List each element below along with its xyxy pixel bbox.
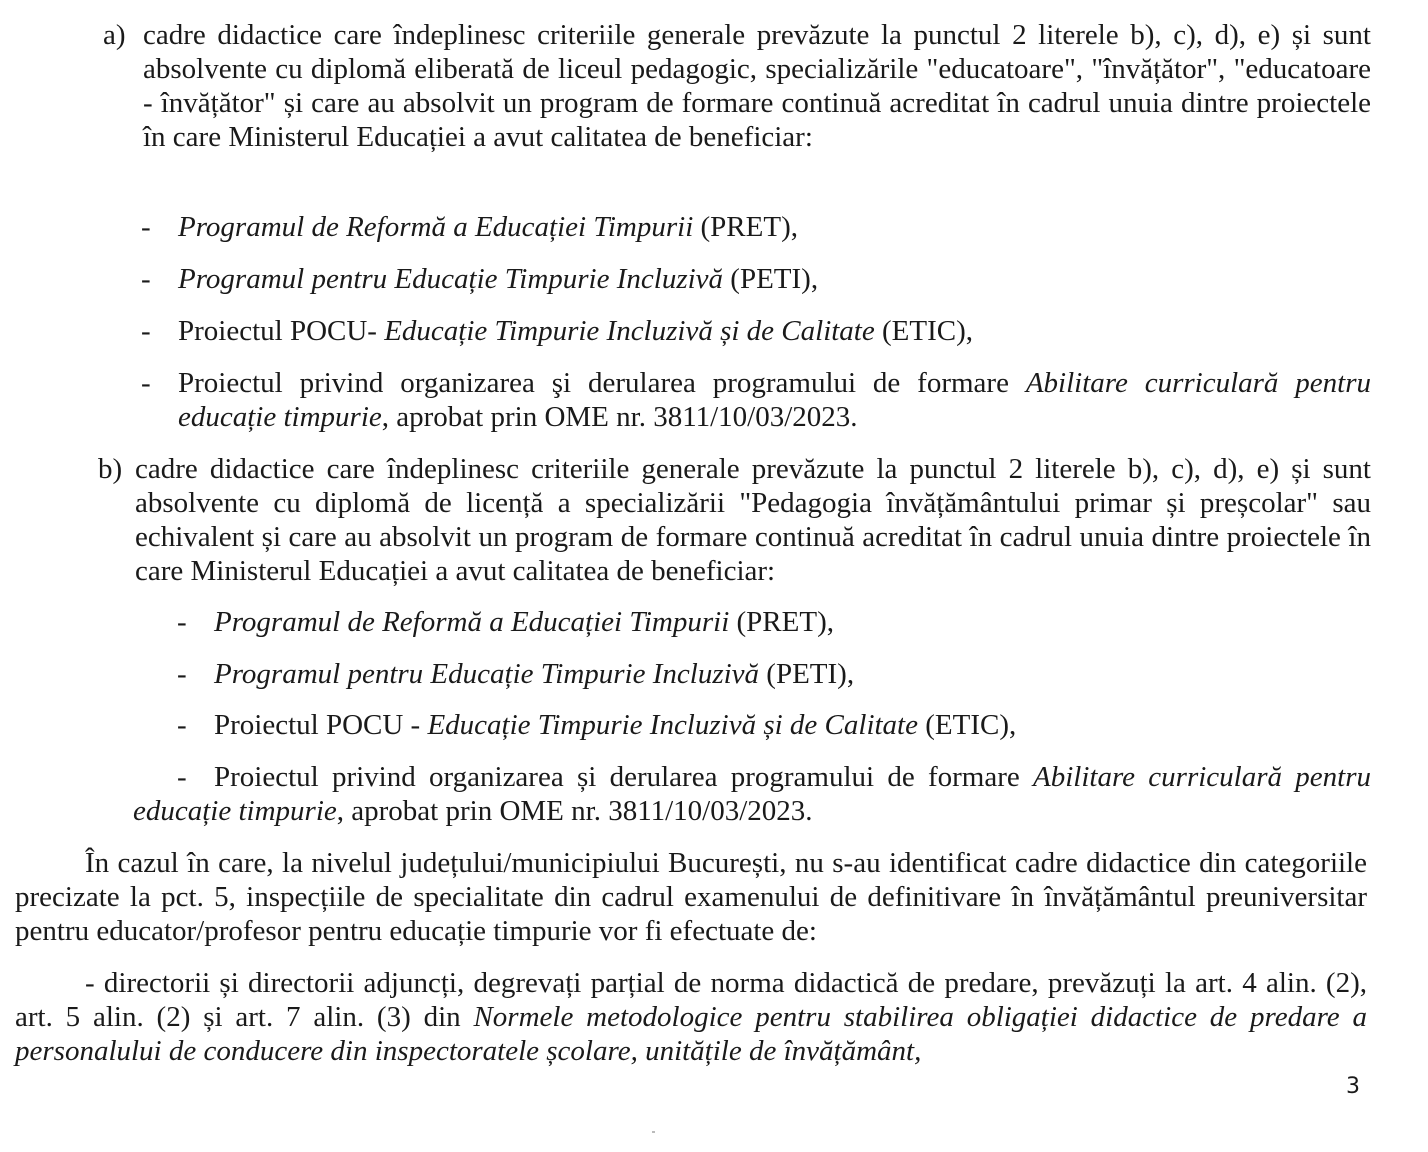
item-title: Programul pentru Educație Timpurie Incluzivă — [178, 263, 724, 295]
scan-speck — [652, 1131, 655, 1133]
bullet-marker: - — [177, 761, 187, 793]
bullet-marker: - — [177, 709, 187, 741]
directors-normative-act: Normele metodologice pentru stabilirea obligației didactice de predare a personalului de conducere din inspectoratele școlare, unitățile de învățământ, — [15, 1001, 1367, 1067]
item-suffix: (ETIC), — [874, 315, 973, 347]
item-suffix: , aprobat prin OME nr. 3811/10/03/2023. — [381, 401, 858, 433]
item-title: Educație Timpurie Incluzivă și de Calitate — [427, 709, 918, 741]
item-prefix: Proiectul POCU- — [178, 315, 385, 347]
item-suffix: (PRET), — [693, 211, 798, 243]
section-b-item-4 — [133, 760, 1371, 828]
section-a-text: cadre didactice care îndeplinesc criteriile generale prevăzute la punctul 2 literele b), c), d), e) și sunt absolvente cu diplomă eliberată de liceul pedagogic, specializările "educatoare", "învățător", "educatoare - învățător" și care au absolvit un program de formare continuă acreditat în cadrul unuia dintre proiectele în care Ministerul Educației a avut calitatea de beneficiar: — [143, 19, 1371, 153]
item-suffix: (PRET), — [729, 606, 834, 638]
section-a-item-1 — [178, 210, 798, 244]
bullet-marker: - — [141, 367, 151, 399]
section-b-item-2 — [214, 657, 854, 691]
section-b-item-1 — [214, 605, 834, 639]
section-b-marker: b) — [98, 453, 123, 485]
directors-prefix: - directorii și directorii adjuncți, degrevați parțial de norma didactică de predare, prevăzuți la art. 4 alin. (2), art. 5 alin. (2) și art. 7 alin. (3) din — [15, 967, 1367, 1033]
item-title: Programul de Reformă a Educației Timpurii — [178, 211, 694, 243]
bullet-marker: - — [141, 211, 151, 243]
paragraph-directors — [15, 966, 1367, 1068]
item-suffix: , aprobat prin OME nr. 3811/10/03/2023. — [336, 795, 813, 827]
item-title: Programul de Reformă a Educației Timpurii — [214, 606, 730, 638]
page-number: 3 — [1346, 1074, 1360, 1099]
section-b-item-3 — [214, 708, 1016, 742]
bullet-marker: - — [141, 315, 151, 347]
bullet-marker: - — [177, 606, 187, 638]
bullet-marker: - — [141, 263, 151, 295]
item-title: Abilitare curriculară pentru educație timpurie — [178, 367, 1371, 433]
item-suffix: (PETI), — [759, 658, 855, 690]
section-b-text: cadre didactice care îndeplinesc criteriile generale prevăzute la punctul 2 literele b), c), d), e) și sunt absolvente cu diplomă de licență a specializării "Pedagogia învățământului primar și preșcolar" sau echivalent și care au absolvit un program de formare continuă acreditat în cadrul unuia dintre proiectele în care Ministerul Educației a avut calitatea de beneficiar: — [135, 453, 1371, 587]
paragraph-case: În cazul în care, la nivelul județului/municipiului București, nu s-au identificat cadre didactice din categoriile precizate la pct. 5, inspecțiile de specialitate din cadrul examenului de definitivare în învățământul preuniversitar pentru educator/profesor pentru educație timpurie vor fi efectuate de: — [15, 847, 1367, 947]
item-title: Educație Timpurie Incluzivă și de Calitate — [384, 315, 875, 347]
item-suffix: (PETI), — [723, 263, 819, 295]
item-prefix: Proiectul POCU - — [214, 709, 428, 741]
bullet-marker: - — [177, 658, 187, 690]
section-a-marker: a) — [103, 19, 126, 51]
section-a-item-3 — [178, 314, 973, 348]
item-title: Programul pentru Educație Timpurie Incluzivă — [214, 658, 760, 690]
item-prefix: Proiectul privind organizarea şi derularea programului de formare — [178, 367, 1026, 399]
section-a-item-2 — [178, 262, 818, 296]
item-suffix: (ETIC), — [918, 709, 1017, 741]
item-title: Abilitare curriculară pentru educație timpurie — [133, 761, 1371, 827]
item-prefix: Proiectul privind organizarea și derularea programului de formare — [214, 761, 1034, 793]
section-a-item-4 — [178, 366, 1371, 434]
